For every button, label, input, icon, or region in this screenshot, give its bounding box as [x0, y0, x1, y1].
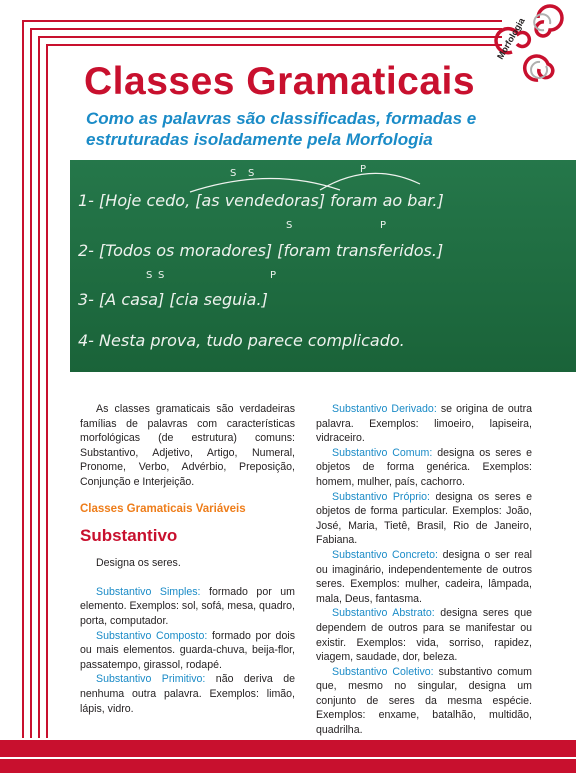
definition-text: designa seres que dependem de outros para se manifestar ou existir. Exemplos: vida, sorriso, rapidez, viagem, saudade, dor, beleza.	[316, 607, 532, 664]
definition-term: Substantivo Comum:	[332, 446, 433, 459]
chalk-line-2: 2- [Todos os moradores] [foram transferidos.]	[78, 241, 444, 260]
definition-term: Substantivo Abstrato:	[332, 607, 435, 620]
chalk-line-3: 3- [A casa] [cia seguia.]	[78, 290, 268, 309]
definition-term: Substantivo Próprio:	[332, 490, 430, 503]
definition-term: Substantivo Coletivo:	[332, 665, 434, 678]
chalk-annotation-3: P	[360, 164, 367, 175]
frame-top-line-2	[30, 28, 502, 30]
chalk-annotation-8: P	[270, 270, 277, 281]
definition-term: Substantivo Concreto:	[332, 548, 438, 561]
chalk-annotation-4: S	[286, 220, 293, 231]
definition-item	[316, 446, 532, 490]
frame-top-line-1	[22, 20, 502, 22]
text-column-left	[80, 402, 295, 716]
chalk-annotation-6: S	[146, 270, 153, 281]
definition-text: designa os seres e objetos de forma genérica. Exemplos: homem, mulher, país, cachorro.	[316, 446, 532, 488]
frame-left-line-2	[30, 28, 32, 738]
page-title: Classes Gramaticais	[84, 60, 476, 103]
chalk-line-1: 1- [Hoje cedo, [as vendedoras] foram ao bar.]	[78, 191, 444, 210]
definition-item	[80, 672, 295, 716]
definition-text: formado por dois ou mais elementos. guarda-chuva, beija-flor, passatempo, girassol, rodapé.	[80, 629, 295, 671]
definition-text: se origina de outra palavra. Exemplos: limoeiro, lapiseira, vidraceiro.	[316, 403, 532, 445]
chalkboard-image	[70, 160, 576, 372]
substantivo-definition: Designa os seres.	[96, 557, 181, 570]
frame-left-line-3	[38, 36, 40, 738]
chalk-annotation-2: S	[248, 168, 255, 179]
page-subtitle: Como as palavras são classificadas, formadas e estruturadas isoladamente pela Morfologia	[86, 109, 477, 149]
chalk-line-4: 4- Nesta prova, tudo parece complicado.	[78, 331, 405, 350]
footer-divider	[0, 757, 576, 759]
frame-top-line-4	[46, 44, 502, 46]
definition-item	[316, 490, 532, 548]
section-heading-substantivo: Substantivo	[80, 526, 178, 546]
definition-item	[80, 629, 295, 673]
definition-term: Substantivo Primitivo:	[96, 673, 206, 686]
intro-paragraph: As classes gramaticais são verdadeiras famílias de palavras com características morfológicas (de estrutura) comuns: Substantivo, Adjetivo, Artigo, Numeral, Pronome, Verbo, Advérbio, Preposição, Conjunção e Interjeição.	[80, 403, 295, 488]
definition-text: não deriva de nenhuma outra palavra. Exemplos: limão, lápis, vidro.	[80, 673, 295, 715]
morfologia-logo	[480, 0, 576, 92]
definition-item	[316, 548, 532, 606]
definition-item	[316, 606, 532, 664]
definition-text: substantivo comum que, mesmo no singular, designa um conjunto de seres da mesma espécie. Exemplos: enxame, batalhão, multidão, quadrilha.	[316, 665, 532, 737]
chalk-annotation-1: S	[230, 168, 237, 179]
definition-term: Substantivo Composto:	[96, 629, 208, 642]
frame-top-line-3	[38, 36, 502, 38]
logo-label: Morfologia	[495, 16, 527, 61]
chalk-annotation-7: S	[158, 270, 165, 281]
definition-item	[80, 585, 295, 629]
definition-text: formado por um elemento. Exemplos: sol, sofá, mesa, quadro, porta, computador.	[80, 585, 295, 627]
frame-left-line-4	[46, 44, 48, 738]
text-column-right	[316, 402, 532, 738]
definition-text: designa os seres e objetos de forma particular. Exemplos: João, José, Maria, Tietê, Brasil, Rio de Janeiro, Fabiana.	[316, 490, 532, 547]
definition-text: designa o ser real ou imaginário, independentemente de outros seres. Exemplos: mulher, cadeira, lâmpada, mala, Deus, fantasma.	[316, 548, 532, 605]
definition-term: Substantivo Simples:	[96, 585, 201, 598]
definition-item	[316, 665, 532, 738]
frame-left-line-1	[22, 20, 24, 738]
definition-term: Substantivo Derivado:	[332, 403, 437, 415]
definition-item	[316, 402, 532, 446]
chalk-annotation-5: P	[380, 220, 387, 231]
section-heading-variaveis: Classes Gramaticais Variáveis	[80, 502, 246, 515]
